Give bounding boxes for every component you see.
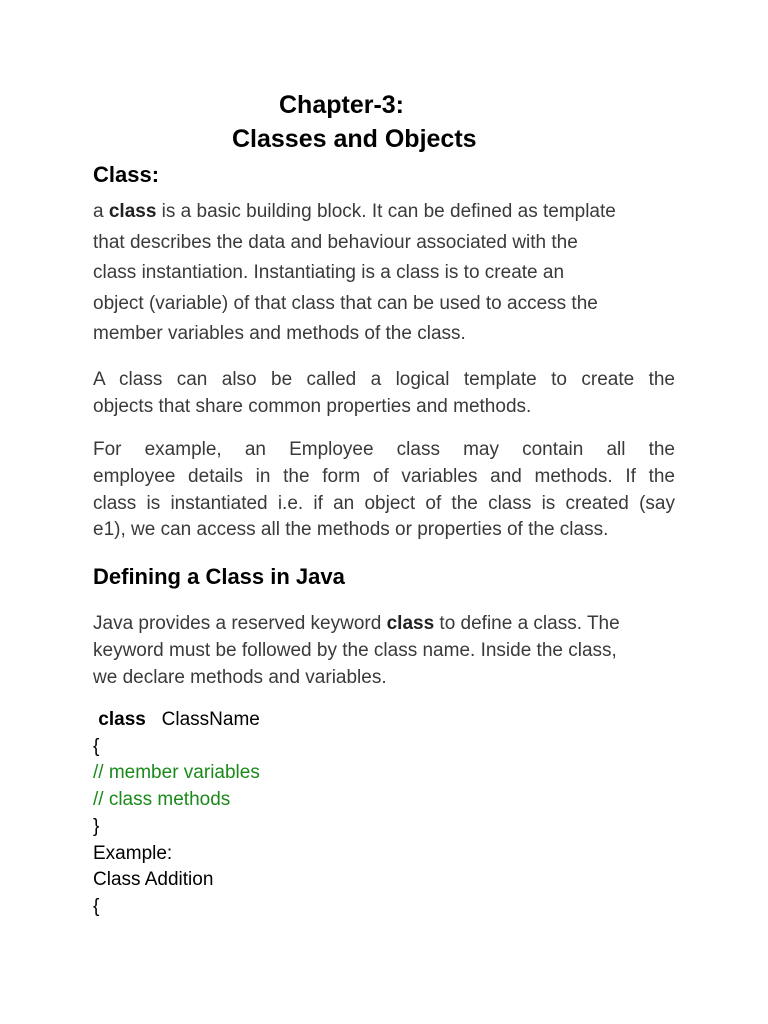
code-line-class-declaration: [93, 707, 260, 734]
class-definition-paragraph: [93, 197, 675, 350]
code-block: [93, 707, 260, 921]
code-open-brace: {: [93, 735, 100, 757]
paragraph-line: employee details in the form of variables and methods. If the: [93, 465, 675, 487]
code-comment-member-variables: // member variables: [93, 762, 260, 784]
paragraph-line: [93, 197, 675, 228]
text-run: to define a class. The: [434, 613, 620, 634]
paragraph-line: For example, an Employee class may contain all the: [93, 439, 675, 460]
paragraph-line: objects that share common properties and methods.: [93, 395, 532, 417]
section-heading-class: Class:: [93, 162, 160, 187]
code-close-brace: }: [93, 815, 100, 837]
text-run: Java provides a reserved keyword: [93, 613, 387, 634]
java-keyword-paragraph: [93, 610, 675, 691]
example-label: Example:: [93, 842, 173, 864]
chapter-number: Chapter-3:: [279, 91, 405, 119]
keyword-class: class: [108, 201, 157, 222]
keyword-class: class: [386, 613, 435, 634]
example-class-line: Class Addition: [93, 869, 214, 891]
paragraph-line: we declare methods and variables.: [93, 667, 387, 688]
code-keyword: class: [98, 709, 146, 730]
employee-example-paragraph: [93, 437, 675, 544]
text-run: is a basic building block. It can be defined as template: [156, 201, 616, 222]
paragraph-line: A class can also be called a logical template to create the: [93, 369, 675, 390]
chapter-title: Classes and Objects: [232, 125, 477, 153]
paragraph-line: member variables and methods of the class.: [93, 323, 466, 345]
logical-template-paragraph: [93, 367, 675, 420]
section-heading-defining-class: Defining a Class in Java: [93, 564, 345, 589]
paragraph-line: class is instantiated i.e. if an object of the class is created (say: [93, 492, 675, 514]
code-comment-class-methods: // class methods: [93, 789, 231, 811]
code-class-name: ClassName: [161, 709, 260, 730]
paragraph-line: object (variable) of that class that can be used to access the: [93, 292, 598, 314]
text-run: a: [93, 201, 109, 222]
paragraph-line: that describes the data and behaviour associated with the: [93, 231, 578, 253]
paragraph-line: e1), we can access all the methods or properties of the class.: [93, 519, 609, 541]
paragraph-line: [93, 610, 675, 637]
example-open-brace: {: [93, 895, 100, 917]
paragraph-line: class instantiation. Instantiating is a class is to create an: [93, 262, 565, 284]
paragraph-line: keyword must be followed by the class name. Inside the class,: [93, 640, 617, 661]
